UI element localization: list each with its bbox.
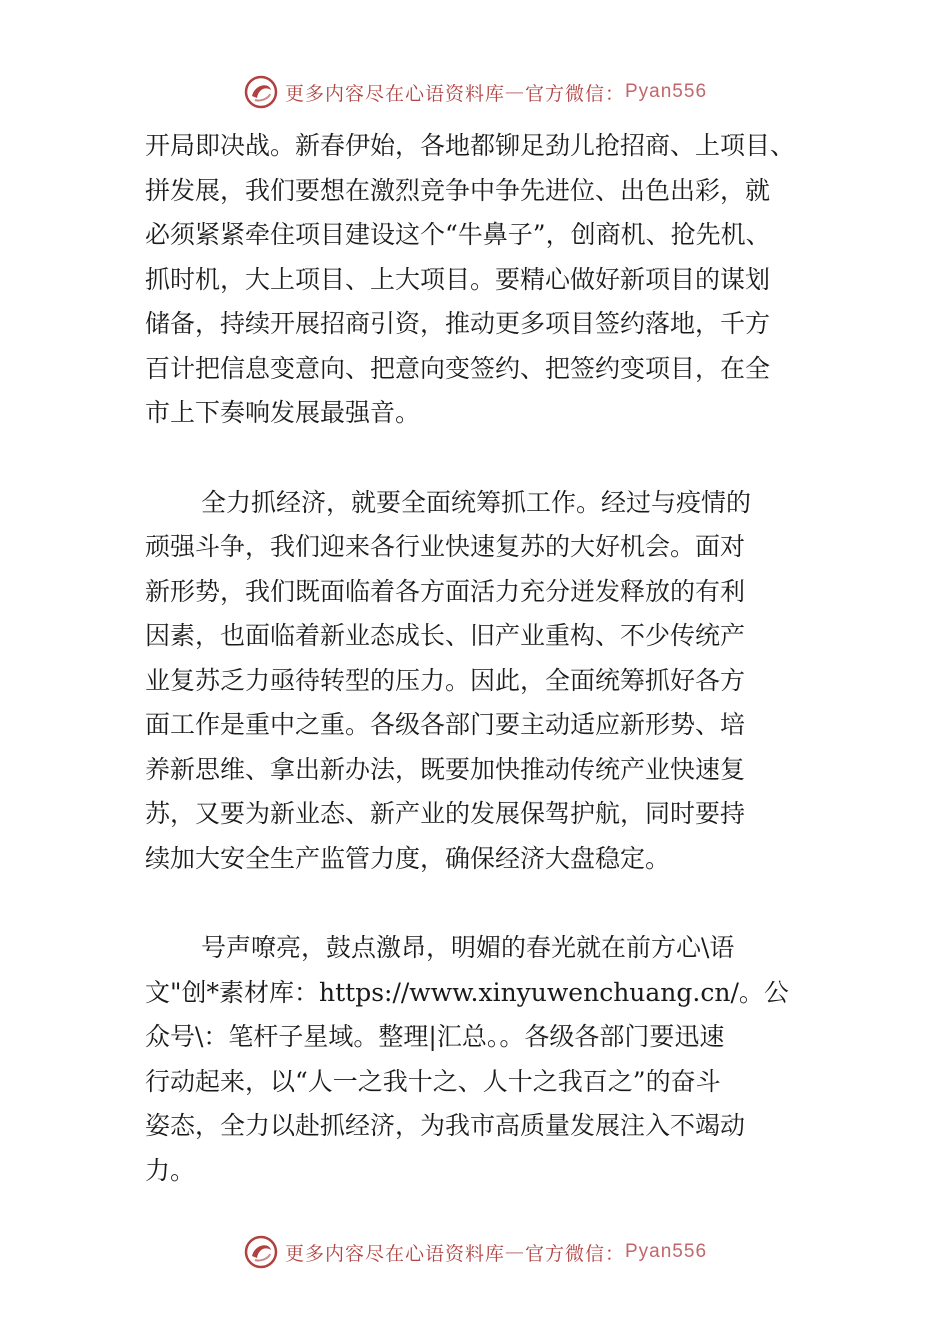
paragraph-line: 开局即决战。新春伊始，各地都铆足劲儿抢招商、上项目、 — [145, 131, 796, 160]
paragraph-line: 力。 — [145, 1155, 196, 1185]
header-wechat-id: Pyan556 — [625, 81, 708, 102]
footer-wechat-id: Pyan556 — [625, 1241, 708, 1262]
paragraph-line: 面工作是重中之重。各级各部门要主动适应新形势、培 — [145, 710, 746, 739]
header-separator: — — [504, 81, 525, 103]
paragraph-line: 苏，又要为新业态、新产业的发展保驾护航，同时要持 — [145, 799, 746, 828]
paragraph-line: 姿态，全力以赴抓经济，为我市高质量发展注入不竭动 — [145, 1111, 746, 1140]
footer-banner — [0, 1232, 950, 1272]
footer-separator: — — [504, 1241, 525, 1263]
swirl-logo-icon — [243, 1234, 279, 1270]
footer-wechat-label: 官方微信： — [524, 1242, 625, 1265]
paragraph-line: 续加大安全生产监管力度，确保经济大盘稳定。 — [145, 843, 671, 873]
paragraph-2 — [145, 481, 845, 882]
footer-brand-text: 更多内容尽在心语资料库 — [284, 1242, 505, 1265]
paragraph-line: 文"创*素材库：https://www.xinyuwenchuang.cn/。公 — [145, 977, 789, 1007]
paragraph-line: 新形势，我们既面临着各方面活力充分迸发释放的有利 — [145, 576, 746, 606]
paragraph-line: 养新思维、拿出新办法，既要加快推动传统产业快速复 — [145, 754, 746, 784]
paragraph-gap — [145, 881, 845, 926]
paragraph-line: 行动起来，以“人一之我十之、人十之我百之”的奋斗 — [145, 1066, 721, 1096]
document-body — [145, 124, 845, 1193]
paragraph-line: 众号\：笔杆子星域。整理|汇总。。各级各部门要迅速 — [145, 1022, 725, 1051]
header-wechat-label: 官方微信： — [524, 82, 625, 105]
swirl-logo-icon — [243, 74, 279, 110]
header-banner — [0, 72, 950, 112]
paragraph-3 — [145, 926, 845, 1193]
paragraph-gap — [145, 436, 845, 481]
paragraph-line: 抓时机，大上项目、上大项目。要精心做好新项目的谋划 — [145, 264, 771, 294]
paragraph-line: 业复苏乏力亟待转型的压力。因此，全面统筹抓好各方 — [145, 665, 746, 695]
paragraph-line: 储备，持续开展招商引资，推动更多项目签约落地，千方 — [145, 309, 771, 338]
header-brand-text: 更多内容尽在心语资料库 — [284, 82, 505, 105]
paragraph-line: 必须紧紧牵住项目建设这个“牛鼻子”，创商机、抢先机、 — [145, 220, 771, 249]
paragraph-line: 顽强斗争，我们迎来各行业快速复苏的大好机会。面对 — [145, 532, 746, 561]
paragraph-line: 拼发展，我们要想在激烈竞争中争先进位、出色出彩，就 — [145, 175, 771, 205]
paragraph-line: 因素，也面临着新业态成长、旧产业重构、不少传统产 — [145, 621, 746, 650]
paragraph-1 — [145, 124, 845, 436]
paragraph-line: 百计把信息变意向、把意向变签约、把签约变项目，在全 — [145, 353, 771, 383]
paragraph-line: 全力抓经济，就要全面统筹抓工作。经过与疫情的 — [201, 487, 752, 517]
paragraph-line: 市上下奏响发展最强音。 — [145, 398, 421, 427]
paragraph-line: 号声嘹亮，鼓点激昂，明媚的春光就在前方心\语 — [201, 933, 735, 962]
